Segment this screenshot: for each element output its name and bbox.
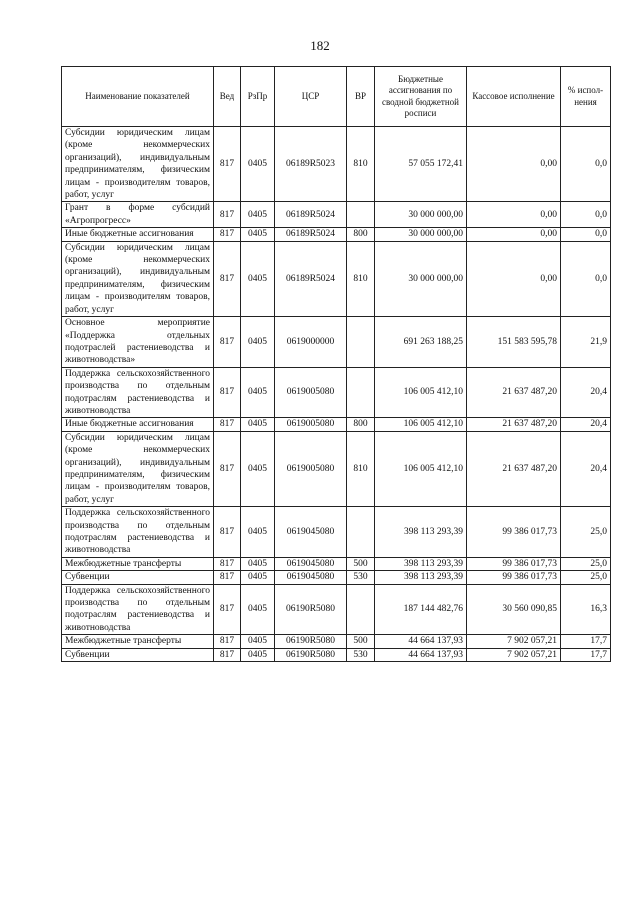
cell-budget: 30 000 000,00 — [375, 241, 467, 316]
cell-rzpr: 0405 — [241, 367, 275, 418]
cell-budget: 691 263 188,25 — [375, 317, 467, 368]
cell-ved: 817 — [214, 317, 241, 368]
cell-vr — [347, 584, 375, 635]
cell-pct: 21,9 — [561, 317, 611, 368]
cell-name: Межбюджетные трансферты — [62, 557, 214, 570]
cell-pct: 0,0 — [561, 127, 611, 202]
cell-rzpr: 0405 — [241, 431, 275, 506]
table-row — [62, 317, 611, 368]
cell-rzpr: 0405 — [241, 127, 275, 202]
cell-rzpr: 0405 — [241, 507, 275, 558]
cell-csr: 0619000000 — [275, 317, 347, 368]
cell-cash: 0,00 — [467, 127, 561, 202]
cell-vr — [347, 202, 375, 228]
table-row — [62, 431, 611, 506]
cell-ved: 817 — [214, 507, 241, 558]
table-row — [62, 557, 611, 570]
cell-pct: 20,4 — [561, 367, 611, 418]
cell-vr — [347, 317, 375, 368]
cell-cash: 151 583 595,78 — [467, 317, 561, 368]
cell-name: Межбюджетные трансферты — [62, 635, 214, 648]
cell-pct: 20,4 — [561, 431, 611, 506]
cell-cash: 0,00 — [467, 228, 561, 241]
cell-cash: 7 902 057,21 — [467, 635, 561, 648]
header-rzpr: РзПр — [241, 67, 275, 127]
cell-rzpr: 0405 — [241, 241, 275, 316]
cell-vr: 810 — [347, 127, 375, 202]
cell-rzpr: 0405 — [241, 202, 275, 228]
cell-pct: 0,0 — [561, 241, 611, 316]
cell-budget: 106 005 412,10 — [375, 367, 467, 418]
cell-pct: 25,0 — [561, 557, 611, 570]
cell-pct: 17,7 — [561, 635, 611, 648]
table-row — [62, 571, 611, 584]
cell-budget: 30 000 000,00 — [375, 202, 467, 228]
header-ved: Вед — [214, 67, 241, 127]
header-budget: Бюджетные ассигнования по сводной бюджетной росписи — [375, 67, 467, 127]
cell-name: Поддержка сельскохозяйственного производства по отдельным подотраслям растениеводства и животноводства — [62, 507, 214, 558]
cell-rzpr: 0405 — [241, 557, 275, 570]
cell-budget: 398 113 293,39 — [375, 507, 467, 558]
cell-pct: 17,7 — [561, 648, 611, 661]
cell-ved: 817 — [214, 418, 241, 431]
table-row — [62, 228, 611, 241]
cell-csr: 0619005080 — [275, 431, 347, 506]
cell-name: Субсидии юридическим лицам (кроме некоммерческих организаций), индивидуальным предпринимателям, физическим лицам - производителям товаров, работ, услуг — [62, 241, 214, 316]
table-row — [62, 418, 611, 431]
cell-ved: 817 — [214, 228, 241, 241]
cell-pct: 25,0 — [561, 507, 611, 558]
cell-pct: 25,0 — [561, 571, 611, 584]
cell-ved: 817 — [214, 557, 241, 570]
cell-rzpr: 0405 — [241, 635, 275, 648]
cell-cash: 0,00 — [467, 202, 561, 228]
cell-name: Субвенции — [62, 648, 214, 661]
cell-csr: 0619005080 — [275, 367, 347, 418]
cell-budget: 106 005 412,10 — [375, 431, 467, 506]
cell-csr: 06189R5024 — [275, 241, 347, 316]
cell-rzpr: 0405 — [241, 648, 275, 661]
header-name: Наименование показателей — [62, 67, 214, 127]
cell-cash: 21 637 487,20 — [467, 431, 561, 506]
cell-vr: 500 — [347, 557, 375, 570]
header-vr: ВР — [347, 67, 375, 127]
cell-cash: 30 560 090,85 — [467, 584, 561, 635]
cell-ved: 817 — [214, 431, 241, 506]
cell-name: Иные бюджетные ассигнования — [62, 228, 214, 241]
table-header — [62, 67, 611, 127]
cell-cash: 21 637 487,20 — [467, 418, 561, 431]
cell-name: Субсидии юридическим лицам (кроме некоммерческих организаций), индивидуальным предпринимателям, физическим лицам - производителям товаров, работ, услуг — [62, 127, 214, 202]
cell-csr: 06190R5080 — [275, 635, 347, 648]
cell-ved: 817 — [214, 635, 241, 648]
cell-budget: 44 664 137,93 — [375, 635, 467, 648]
cell-cash: 99 386 017,73 — [467, 507, 561, 558]
table-body — [62, 127, 611, 662]
cell-ved: 817 — [214, 571, 241, 584]
table-row — [62, 202, 611, 228]
cell-vr: 810 — [347, 241, 375, 316]
page-number: 182 — [310, 38, 330, 53]
cell-vr — [347, 507, 375, 558]
budget-execution-table — [61, 66, 611, 662]
cell-rzpr: 0405 — [241, 418, 275, 431]
cell-csr: 06189R5024 — [275, 228, 347, 241]
cell-budget: 44 664 137,93 — [375, 648, 467, 661]
cell-ved: 817 — [214, 127, 241, 202]
table-row — [62, 648, 611, 661]
cell-cash: 7 902 057,21 — [467, 648, 561, 661]
cell-csr: 0619045080 — [275, 571, 347, 584]
cell-rzpr: 0405 — [241, 317, 275, 368]
cell-ved: 817 — [214, 648, 241, 661]
cell-budget: 398 113 293,39 — [375, 557, 467, 570]
cell-budget: 57 055 172,41 — [375, 127, 467, 202]
cell-name: Иные бюджетные ассигнования — [62, 418, 214, 431]
cell-vr: 810 — [347, 431, 375, 506]
cell-vr: 530 — [347, 648, 375, 661]
cell-csr: 06189R5023 — [275, 127, 347, 202]
cell-csr: 06189R5024 — [275, 202, 347, 228]
table-row — [62, 367, 611, 418]
cell-csr: 0619045080 — [275, 557, 347, 570]
header-csr: ЦСР — [275, 67, 347, 127]
cell-vr: 800 — [347, 418, 375, 431]
cell-name: Поддержка сельскохозяйственного производства по отдельным подотраслям растениеводства и животноводства — [62, 584, 214, 635]
cell-budget: 106 005 412,10 — [375, 418, 467, 431]
cell-vr: 530 — [347, 571, 375, 584]
cell-pct: 20,4 — [561, 418, 611, 431]
cell-cash: 0,00 — [467, 241, 561, 316]
cell-rzpr: 0405 — [241, 571, 275, 584]
cell-pct: 16,3 — [561, 584, 611, 635]
header-pct: % испол-нения — [561, 67, 611, 127]
cell-budget: 30 000 000,00 — [375, 228, 467, 241]
cell-pct: 0,0 — [561, 228, 611, 241]
cell-ved: 817 — [214, 202, 241, 228]
cell-csr: 06190R5080 — [275, 584, 347, 635]
cell-budget: 398 113 293,39 — [375, 571, 467, 584]
cell-cash: 21 637 487,20 — [467, 367, 561, 418]
table-row — [62, 241, 611, 316]
cell-name: Субвенции — [62, 571, 214, 584]
cell-cash: 99 386 017,73 — [467, 571, 561, 584]
header-cash: Кассовое исполнение — [467, 67, 561, 127]
cell-ved: 817 — [214, 367, 241, 418]
cell-csr: 0619005080 — [275, 418, 347, 431]
table-row — [62, 127, 611, 202]
cell-vr: 800 — [347, 228, 375, 241]
cell-rzpr: 0405 — [241, 228, 275, 241]
cell-vr: 500 — [347, 635, 375, 648]
cell-pct: 0,0 — [561, 202, 611, 228]
cell-name: Грант в форме субсидий «Агропрогресс» — [62, 202, 214, 228]
cell-csr: 0619045080 — [275, 507, 347, 558]
cell-rzpr: 0405 — [241, 584, 275, 635]
cell-ved: 817 — [214, 241, 241, 316]
cell-budget: 187 144 482,76 — [375, 584, 467, 635]
cell-ved: 817 — [214, 584, 241, 635]
cell-name: Субсидии юридическим лицам (кроме некоммерческих организаций), индивидуальным предпринимателям, физическим лицам - производителям товаров, работ, услуг — [62, 431, 214, 506]
table-row — [62, 507, 611, 558]
cell-vr — [347, 367, 375, 418]
table-row — [62, 635, 611, 648]
cell-cash: 99 386 017,73 — [467, 557, 561, 570]
cell-csr: 06190R5080 — [275, 648, 347, 661]
cell-name: Основное мероприятие «Поддержка отдельных подотраслей растениеводства и животноводства» — [62, 317, 214, 368]
cell-name: Поддержка сельскохозяйственного производства по отдельным подотраслям растениеводства и животноводства — [62, 367, 214, 418]
table-row — [62, 584, 611, 635]
